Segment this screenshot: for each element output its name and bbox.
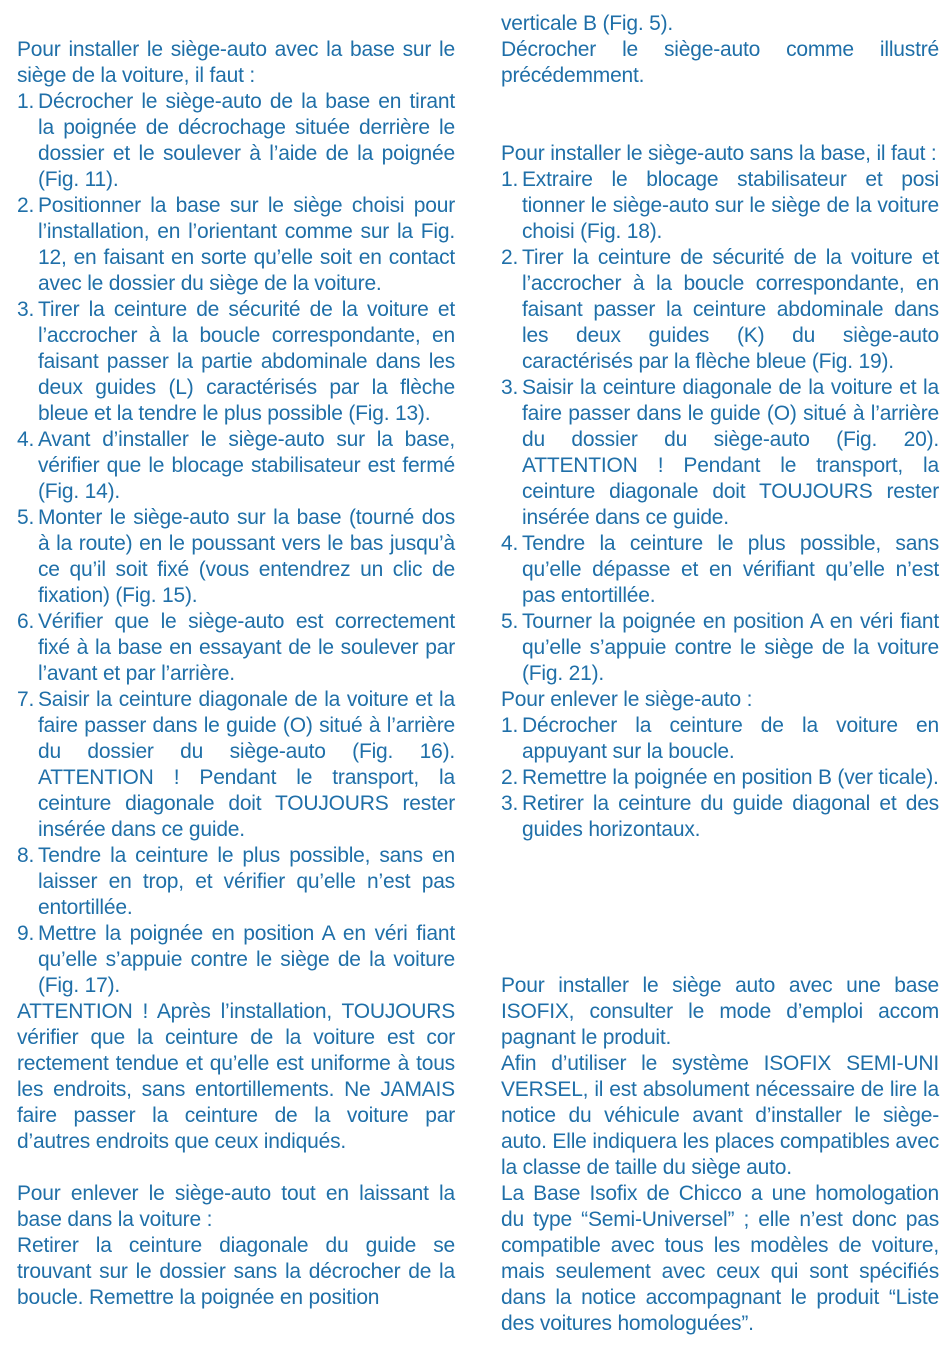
list-item <box>17 843 455 921</box>
step-number: 1. <box>501 714 519 737</box>
step-text: Monter le siège-auto sur la base (tourné dos à la route) en le poussant vers le bas jusqu’à ce qu’il soit fixé (vous entendrez un clic de fixation) (Fig. 15). <box>38 506 455 607</box>
list-item <box>501 245 939 375</box>
step-text: Décrocher la ceinture de la voiture en appuyant sur la boucle. <box>522 714 939 763</box>
step-text: Remettre la poignée en position B (ver ticale). <box>522 766 939 789</box>
step-number: 5. <box>501 610 519 633</box>
remove-intro: Pour enlever le siège-auto : <box>501 688 753 711</box>
list-item <box>17 89 455 193</box>
install-with-base-steps <box>17 89 455 999</box>
step-text: Saisir la ceinture diagonale de la voiture et la faire passer dans le guide (O) situé à l’arrière du dossier du siège-auto (Fig. 16). ATTENTION ! Pendant le transport, la ceinture diagonale doit TOUJOURS rester insérée dans ce guide. <box>38 688 455 841</box>
remove-leave-base-intro: Pour enlever le siège-auto tout en laissant la base dans la voiture : <box>17 1182 455 1231</box>
isofix-text: Pour installer le siège auto avec une base ISOFIX, consulter le mode d’emploi accom pagnant le produit. <box>501 974 939 1049</box>
step-text: Saisir la ceinture diagonale de la voiture et la faire passer dans le guide (O) situé à l’arrière du dossier du siège-auto (Fig. 20). ATTENTION ! Pendant le transport, la ceinture diagonale doit TOUJOURS rester insérée dans ce guide. <box>522 376 939 529</box>
step-text: Tendre la ceinture le plus possible, sans qu’elle dépasse et en vérifiant qu’elle n’est pas entortillée. <box>522 532 939 607</box>
step-text: Positionner la base sur le siège choisi pour l’installation, en l’orientant comme sur la Fig. 12, en faisant en sorte qu’elle soit en contact avec le dossier du siège de la voiture. <box>38 194 455 295</box>
step-text: Mettre la poignée en position A en véri fiant qu’elle s’appuie contre le siège de la voiture (Fig. 17). <box>38 922 455 997</box>
list-item <box>17 687 455 843</box>
step-number: 7. <box>17 688 35 711</box>
list-item <box>17 921 455 999</box>
step-text: Tendre la ceinture le plus possible, sans en laisser en trop, et vérifier qu’elle n’est pas entortillée. <box>38 844 455 919</box>
remove-leave-base-text: Retirer la ceinture diagonale du guide se trouvant sur le dossier sans la décrocher de la boucle. Remettre la poignée en position <box>17 1234 455 1309</box>
right-column <box>501 11 939 1337</box>
install-without-base-intro: Pour installer le siège-auto sans la base, il faut : <box>501 142 937 165</box>
spacer <box>17 1155 455 1181</box>
attention-note: ATTENTION ! Après l’installation, TOUJOURS vérifier que la ceinture de la voiture est cor rectement tendue et qu’elle est uniforme à tous les endroits, sans entortillements. Ne JAMAIS faire passer la ceinture de la voiture par d’autres endroits que ceux indiqués. <box>17 1000 455 1153</box>
step-number: 4. <box>501 532 519 555</box>
isofix-semi-universal-text: Afin d’utiliser le système ISOFIX SEMI-UNI VERSEL, il est absolument nécessaire de lire la notice du véhicule avant d’installer le siège-auto. Elle indiquera les places compatibles avec la classe de taille du siège auto. <box>501 1052 939 1179</box>
step-number: 3. <box>501 792 519 815</box>
step-number: 5. <box>17 506 35 529</box>
continued-text: verticale B (Fig. 5). <box>501 12 674 35</box>
step-text: Tourner la poignée en position A en véri fiant qu’elle s’appuie contre le siège de la voiture (Fig. 21). <box>522 610 939 685</box>
step-text: Vérifier que le siège-auto est correctement fixé à la base en essayant de le soulever par l’avant et par l’arrière. <box>38 610 455 685</box>
homologation-text: La Base Isofix de Chicco a une homologation du type “Semi-Universel” ; elle n’est donc pas compatible avec tous les modèles de voiture, mais seulement avec ceux qui sont spécifiés dans la notice accompagnant le produit “Liste des voitures homologuées”. <box>501 1182 939 1335</box>
step-number: 9. <box>17 922 35 945</box>
list-item <box>501 609 939 687</box>
step-text: Tirer la ceinture de sécurité de la voiture et l’accrocher à la boucle correspondante, en faisant passer la ceinture abdominale dans les deux guides (K) du siège-auto caractérisés par la flèche bleue (Fig. 19). <box>522 246 939 373</box>
step-text: Tirer la ceinture de sécurité de la voiture et l’accrocher à la boucle correspondante, en faisant passer la partie abdominale dans les deux guides (L) caractérisés par la flèche bleue et la tendre le plus possible (Fig. 13). <box>38 298 455 425</box>
spacer <box>501 843 939 973</box>
list-item <box>501 375 939 531</box>
step-number: 1. <box>501 168 519 191</box>
step-text: Décrocher le siège-auto de la base en tirant la poignée de décrochage située derrière le dossier et le soulever à l’aide de la poignée (Fig. 11). <box>38 90 455 191</box>
step-text: Avant d’installer le siège-auto sur la base, vérifier que le blocage stabilisateur est fermé (Fig. 14). <box>38 428 455 503</box>
remove-steps <box>501 713 939 843</box>
left-column <box>17 37 455 1311</box>
list-item <box>501 765 939 791</box>
list-item <box>17 427 455 505</box>
detach-text: Décrocher le siège-auto comme illustré précédemment. <box>501 38 939 87</box>
list-item <box>501 531 939 609</box>
step-number: 3. <box>501 376 519 399</box>
list-item <box>501 713 939 765</box>
step-text: Extraire le blocage stabilisateur et posi tionner le siège-auto sur le siège de la voiture choisi (Fig. 18). <box>522 168 939 243</box>
spacer <box>501 89 939 141</box>
step-number: 2. <box>501 766 519 789</box>
list-item <box>17 505 455 609</box>
step-number: 4. <box>17 428 35 451</box>
step-number: 3. <box>17 298 35 321</box>
list-item <box>17 297 455 427</box>
step-number: 2. <box>17 194 35 217</box>
step-number: 6. <box>17 610 35 633</box>
list-item <box>17 193 455 297</box>
list-item <box>17 609 455 687</box>
step-number: 1. <box>17 90 35 113</box>
install-with-base-intro: Pour installer le siège-auto avec la base sur le siège de la voiture, il faut : <box>17 38 455 87</box>
install-without-base-steps <box>501 167 939 687</box>
step-number: 8. <box>17 844 35 867</box>
list-item <box>501 167 939 245</box>
step-text: Retirer la ceinture du guide diagonal et des guides horizontaux. <box>522 792 939 841</box>
step-number: 2. <box>501 246 519 269</box>
list-item <box>501 791 939 843</box>
